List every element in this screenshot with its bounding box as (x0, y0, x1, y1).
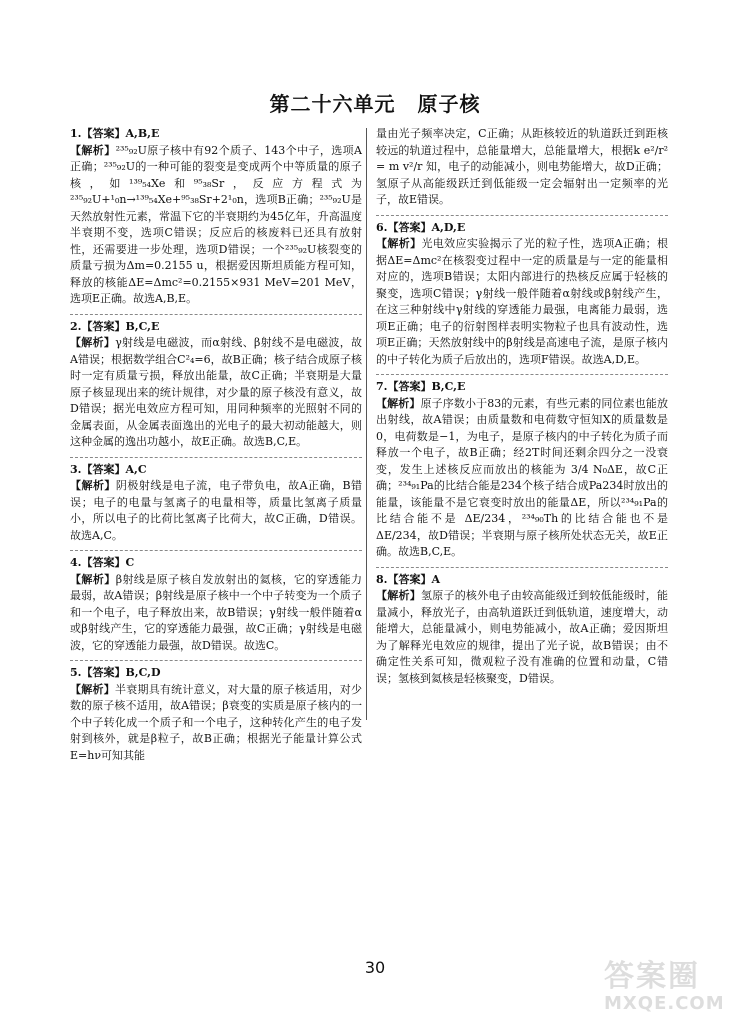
answer-line: 1.【答案】A,B,E (70, 127, 160, 140)
separator (376, 374, 668, 375)
analysis-text: 【解析】原子序数小于83的元素，有些元素的同位素也能放出射线，故A错误；由质量数和电荷数守恒知X的质量数是0，电荷数是−1，为电子，是原子核内的中子转化为质子而释放一个电子，故B正确；经2T时间还剩余四分之一没衰变，发生上述核反应而放出的核能为 3/4 N₀ΔE，故C正确；²³⁴₉₁Pa的比结合能是234个核子结合成Pa234时放出的能量，该能量不是它衰变时放出的能量ΔE，所以²³⁴₉₁Pa的比结合能不是 ΔE/234，²³⁴₉₀Th的比结合能也不是 ΔE/234，故D错误；半衰期与原子核所处状态无关，故E正确。故选B,C,E。 (376, 396, 668, 558)
page-number: 30 (364, 958, 386, 977)
answer-line: 8.【答案】A (376, 572, 441, 586)
analysis-text: 【解析】²³⁵₉₂U原子核中有92个质子、143个中子，选项A正确；²³⁵₉₂U的一种可能的裂变是变成两个中等质量的原子核，如¹³⁹₅₄Xe和⁹⁵₃₈Sr，反应方程式为²³⁵₉₂U+¹₀n→¹³⁹₅₄Xe+⁹⁵₃₈Sr+2¹₀n，选项B正确；²³⁵₉₂U是天然放射性元素，常温下它的半衰期约为45亿年，升高温度半衰期不变，选项C错误；反应后的核废料已还具有放射性，还需要进一步处理，选项D错误；一个²³⁵₉₂U核裂变的质量亏损为Δm=0.2155 u，根据爱因斯坦质能方程可知，释放的核能ΔE=Δmc²=0.2155×931 MeV=201 MeV，选项E正确。故选A,B,E。 (70, 143, 362, 305)
right-column (376, 126, 668, 693)
question-5 (70, 665, 362, 764)
analysis-text: 【解析】氢原子的核外电子由较高能级迁到较低能级时，能量减小，释放光子，由高轨道跃迁到低轨道，速度增大，动能增大，总能量减小，则电势能减小，故A正确；爱因斯坦为了解释光电效应的规律，提出了光子说，故B错误；由不确定性关系可知，微观粒子没有准确的位置和动量，C错误；氢核到氦核是轻核聚变，D错误。 (376, 589, 669, 685)
question-4 (70, 555, 362, 654)
question-6 (376, 220, 668, 369)
unit-title: 第二十六单元 (269, 92, 396, 116)
question-1 (70, 126, 362, 308)
watermark-url: MXQE.COM (604, 993, 725, 1014)
analysis-text: 【解析】半衰期具有统计意义，对大量的原子核适用，对少数的原子核不适用，故A错误；β衰变的实质是原子核内的一个中子转化成一个质子和一个电子，这种转化产生的电子发射到核外，就是β粒子，故B正确；根据光子能量计算公式E=hν可知其能 (70, 682, 363, 762)
column-divider (366, 128, 367, 720)
answer-line: 6.【答案】A,D,E (376, 220, 466, 234)
analysis-text: 【解析】γ射线是电磁波，而α射线、β射线不是电磁波，故A错误；根据数学组合C²₄=6，故B正确；核子结合成原子核时一定有质量亏损，释放出能量，故C正确；半衰期是大量原子核显现出来的统计规律，对少量的原子核没有意义，故D错误；据光电效应方程可知，用同种频率的光照射不同的金属表面，从金属表面逸出的光电子的最大初动能越大，则这种金属的逸出功越小，故E正确。故选B,C,E。 (70, 336, 362, 448)
separator (70, 660, 362, 661)
left-column (70, 126, 362, 770)
page-title (0, 88, 750, 117)
answer-line: 7.【答案】B,C,E (376, 380, 466, 393)
separator (376, 215, 668, 216)
answer-line: 5.【答案】B,C,D (70, 666, 161, 679)
question-7 (376, 379, 668, 561)
analysis-text: 【解析】光电效应实验揭示了光的粒子性，选项A正确；根据ΔE=Δmc²在核裂变过程中一定的质量是与一定的能量相对应的，选项B错误；太阳内部进行的热核反应属于轻核的聚变，选项C错误；γ射线一般伴随着α射线或β射线产生，在这三种射线中γ射线的穿透能力最强，电离能力最弱，选项E正确；电子的衍射图样表明实物粒子也具有波动性，选项E正确；天然放射线中的β射线是高速电子流，是原子核内的中子转化为质子后放出的，选项F错误。故选A,D,E。 (376, 237, 668, 366)
separator (70, 550, 362, 551)
analysis-text: 【解析】β射线是原子核自发放射出的氦核，它的穿透能力最弱，故A错误；β射线是原子核中一个中子转变为一个质子和一个电子，电子释放出来，故B错误；γ射线一般伴随着α或β射线产生，它的穿透能力最强，故C正确；γ射线是电磁波，它的穿透能力最强，故D错误。故选C。 (70, 572, 362, 652)
question-2 (70, 319, 362, 451)
analysis-text: 【解析】阴极射线是电子流，电子带负电，故A正确，B错误；电子的电量与氢离子的电量相等，质量比氢离子质量小，所以电子的比荷比氢离子比荷大，故C正确，D错误。故选A,C。 (70, 479, 363, 542)
watermark-cn: 答案圈 (604, 959, 700, 994)
answer-line: 3.【答案】A,C (70, 462, 147, 476)
question-3 (70, 462, 362, 545)
answer-line: 2.【答案】B,C,E (70, 319, 160, 333)
watermark-logo (604, 961, 734, 1017)
separator (70, 457, 362, 458)
separator (70, 314, 362, 315)
topic-title: 原子核 (417, 92, 481, 116)
analysis-text: 量由光子频率决定，C正确；从距核较近的轨道跃迁到距核较远的轨道过程中，总能量增大，总能量增大，根据k e²/r² = m v²/r 知，电子的动能减小，则电势能增大，故D正确；氢原子从高能级跃迁到低能级一定会辐射出一定频率的光子，故E错误。 (376, 127, 668, 206)
answer-line: 4.【答案】C (70, 556, 135, 569)
separator (376, 567, 668, 568)
question-8 (376, 572, 668, 688)
question-5-continued (376, 126, 668, 209)
